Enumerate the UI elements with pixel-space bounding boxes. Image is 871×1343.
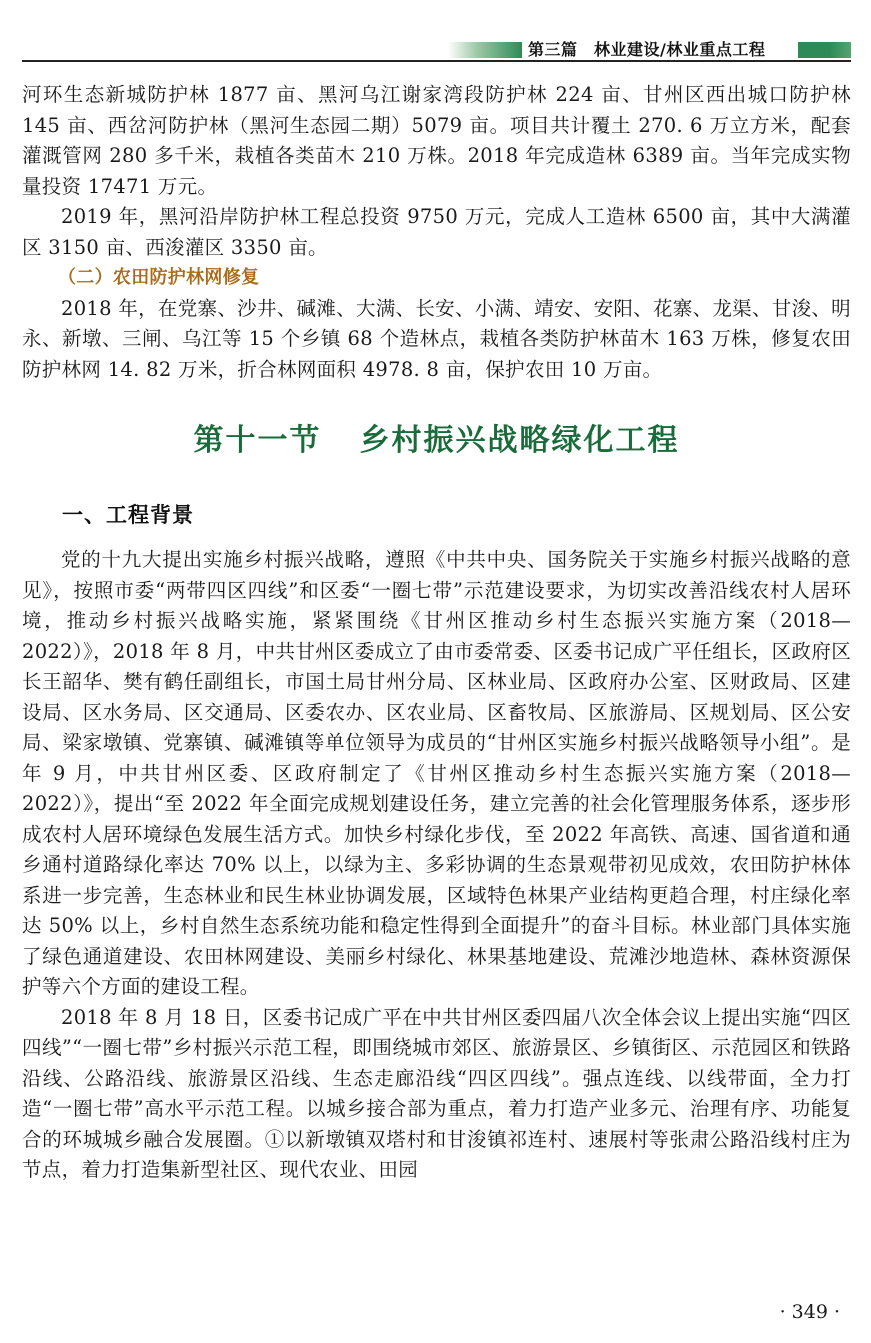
running-header bbox=[22, 40, 851, 62]
heading-project-background: 一、工程背景 bbox=[62, 503, 194, 527]
paragraph-background: 党的十九大提出实施乡村振兴战略，遵照《中共中央、国务院关于实施乡村振兴战略的意见》，按照市委“两带四区四线”和区委“一圈七带”示范建设要求，为切实改善沿线农村人居环境，推动乡村振兴战略实施，紧紧围绕《甘州区推动乡村生态振兴实施方案（2018—2022）》，2018 年 8 月，中共甘州区委成立了由市委常委、区委书记成广平任组长，区政府区长王韶华、樊有鹤任副组长，市国土局甘州分局、区林业局、区政府办公室、区财政局、区建设局、区水务局、区交通局、区委农办、区农业局、区畜牧局、区旅游局、区规划局、区公安局、梁家墩镇、党寨镇、碱滩镇等单位领导为成员的“甘州区实施乡村振兴战略领导小组”。是年 9 月，中共甘州区委、区政府制定了《甘州区推动乡村生态振兴实施方案（2018—2022）》，提出“至 2022 年全面完成规划建设任务，建立完善的社会化管理服务体系，逐步形成农村人居环境绿色发展生活方式。加快乡村绿化步伐，至 2022 年高铁、高速、国省道和通乡通村道路绿化率达 70% 以上，以绿为主、多彩协调的生态景观带初见成效，农田防护林体系进一步完善，生态林业和民生林业协调发展，区域特色林果产业结构更趋合理，村庄绿化率达 50% 以上，乡村自然生态系统功能和稳定性得到全面提升”的奋斗目标。林业部门具体实施了绿色通道建设、农田林网建设、美丽乡村绿化、林果基地建设、荒滩沙地造林、森林资源保护等六个方面的建设工程。 bbox=[22, 548, 851, 998]
section-title bbox=[22, 419, 851, 463]
paragraph-continued: 河环生态新城防护林 1877 亩、黑河乌江谢家湾段防护林 224 亩、甘州区西出城口防护林 145 亩、西岔河防护林（黑河生态园二期）5079 亩。项目共计覆土 270. 6 万立方米，配套灌溉管网 280 多千米，栽植各类苗木 210 万株。2018 年完成造林 6389 亩。当年完成实物量投资 17471 万元。 bbox=[22, 83, 851, 198]
paragraph-2019-investment: 2019 年，黑河沿岸防护林工程总投资 9750 万元，完成人工造林 6500 亩，其中大满灌区 3150 亩、西浚灌区 3350 亩。 bbox=[22, 205, 851, 259]
header-decorative-bar-left bbox=[448, 42, 522, 58]
header-rule bbox=[22, 60, 851, 62]
page-body bbox=[22, 80, 851, 1186]
header-title: 第三篇 林业建设/林业重点工程 bbox=[528, 40, 766, 59]
page-number: · 349 · bbox=[779, 1301, 840, 1323]
section-name: 乡村振兴战略绿化工程 bbox=[359, 423, 680, 458]
paragraph-demonstration-project: 2018 年 8 月 18 日，区委书记成广平在中共甘州区委四届八次全体会议上提出实施“四区四线”“一圈七带”乡村振兴示范工程，即围绕城市郊区、旅游景区、乡镇街区、示范园区和铁路沿线、公路沿线、旅游景区沿线、生态走廊沿线“四区四线”。强点连线、以线带面，全力打造“一圈七带”高水平示范工程。以城乡接合部为重点，着力打造产业多元、治理有序、功能复合的环城城乡融合发展圈。①以新墩镇双塔村和甘浚镇祁连村、速展村等张肃公路沿线村庄为节点，着力打造集新型社区、现代农业、田园 bbox=[22, 1005, 851, 1181]
header-decorative-bar-right bbox=[798, 42, 851, 58]
subheading-farmland-shelterbelt: （二）农田防护林网修复 bbox=[58, 267, 260, 288]
paragraph-farmland-restoration: 2018 年，在党寨、沙井、碱滩、大满、长安、小满、靖安、安阳、花寨、龙渠、甘浚、明永、新墩、三闸、乌江等 15 个乡镇 68 个造林点，栽植各类防护林苗木 163 万株，修复农田防护林网 14. 82 万米，折合林网面积 4978. 8 亩，保护农田 10 万亩。 bbox=[22, 296, 851, 381]
section-number: 第十一节 bbox=[193, 423, 322, 458]
